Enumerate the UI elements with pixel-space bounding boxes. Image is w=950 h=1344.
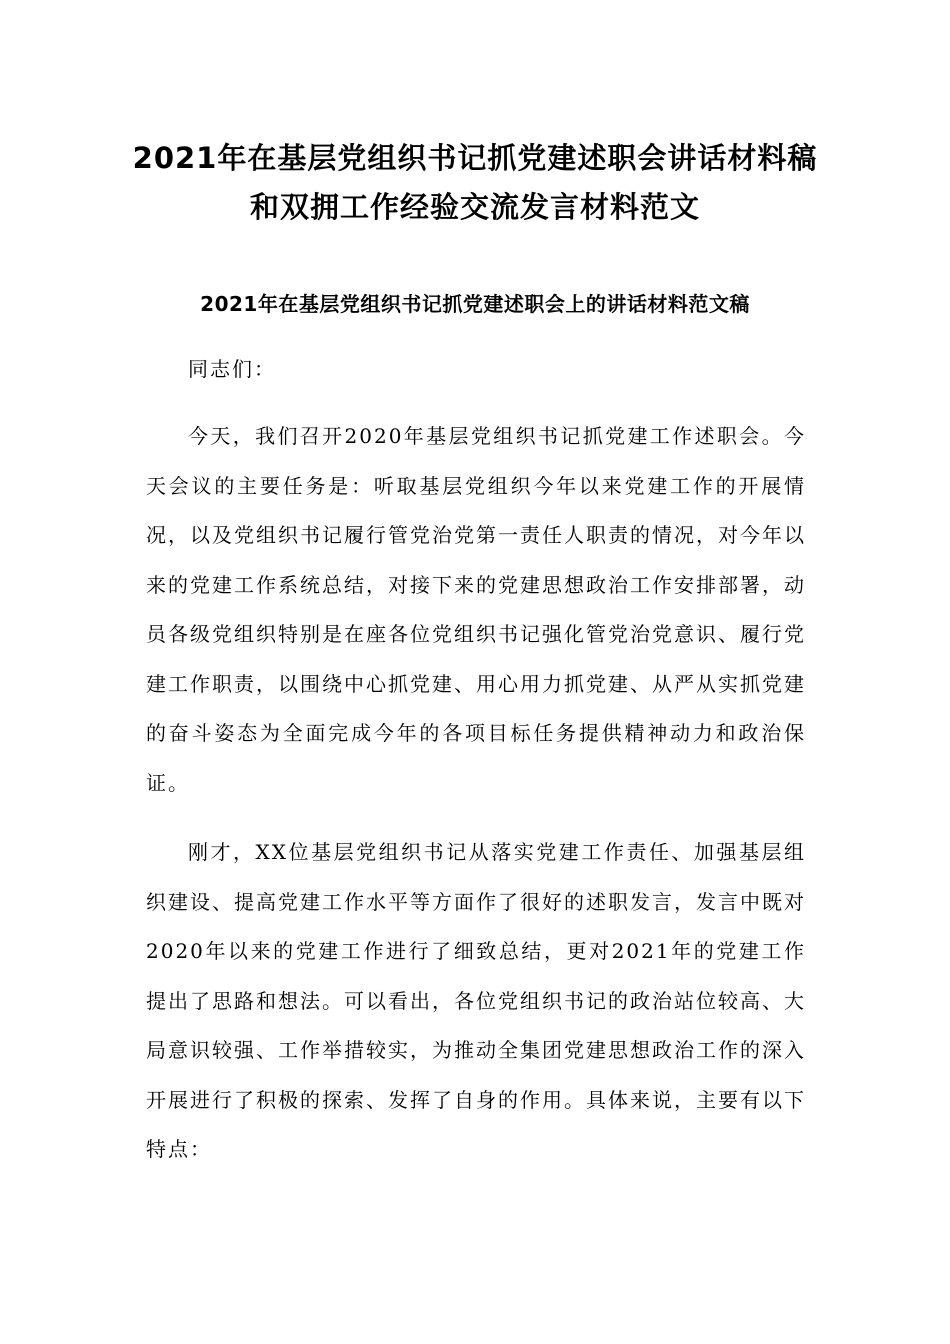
section-heading: 2021年在基层党组织书记抓党建述职会上的讲话材料范文稿 [200,292,750,316]
document-title-line-2: 和双拥工作经验交流发言材料范文 [249,190,700,224]
document-title-line-1: 2021年在基层党组织书记抓党建述职会讲话材料稿 [132,141,818,175]
body-paragraph-1: 今天，我们召开2020年基层党组织书记抓党建工作述职会。今天会议的主要任务是：听取基层党组织今年以来党建工作的开展情况，以及党组织书记履行管党治党第一责任人职责的情况，对今年以来的党建工作系统总结，对接下来的党建思想政治工作安排部署，动员各级党组织特别是在座各位党组织书记强化管党治党意识、履行党建工作职责，以围绕中心抓党建、用心用力抓党建、从严从实抓党建的奋斗姿态为全面完成今年的各项目标任务提供精神动力和政治保证。 [146,424,806,795]
body-paragraph-2: 刚才，XX位基层党组织书记从落实党建工作责任、加强基层组织建设、提高党建工作水平等方面作了很好的述职发言，发言中既对2020年以来的党建工作进行了细致总结，更对2021年的党建工作提出了思路和想法。可以看出，各位党组织书记的政治站位较高、大局意识较强、工作举措较实，为推动全集团党建思想政治工作的深入开展进行了积极的探索、发挥了自身的作用。具体来说，主要有以下特点： [146,840,806,1161]
salutation: 同志们： [188,357,276,381]
